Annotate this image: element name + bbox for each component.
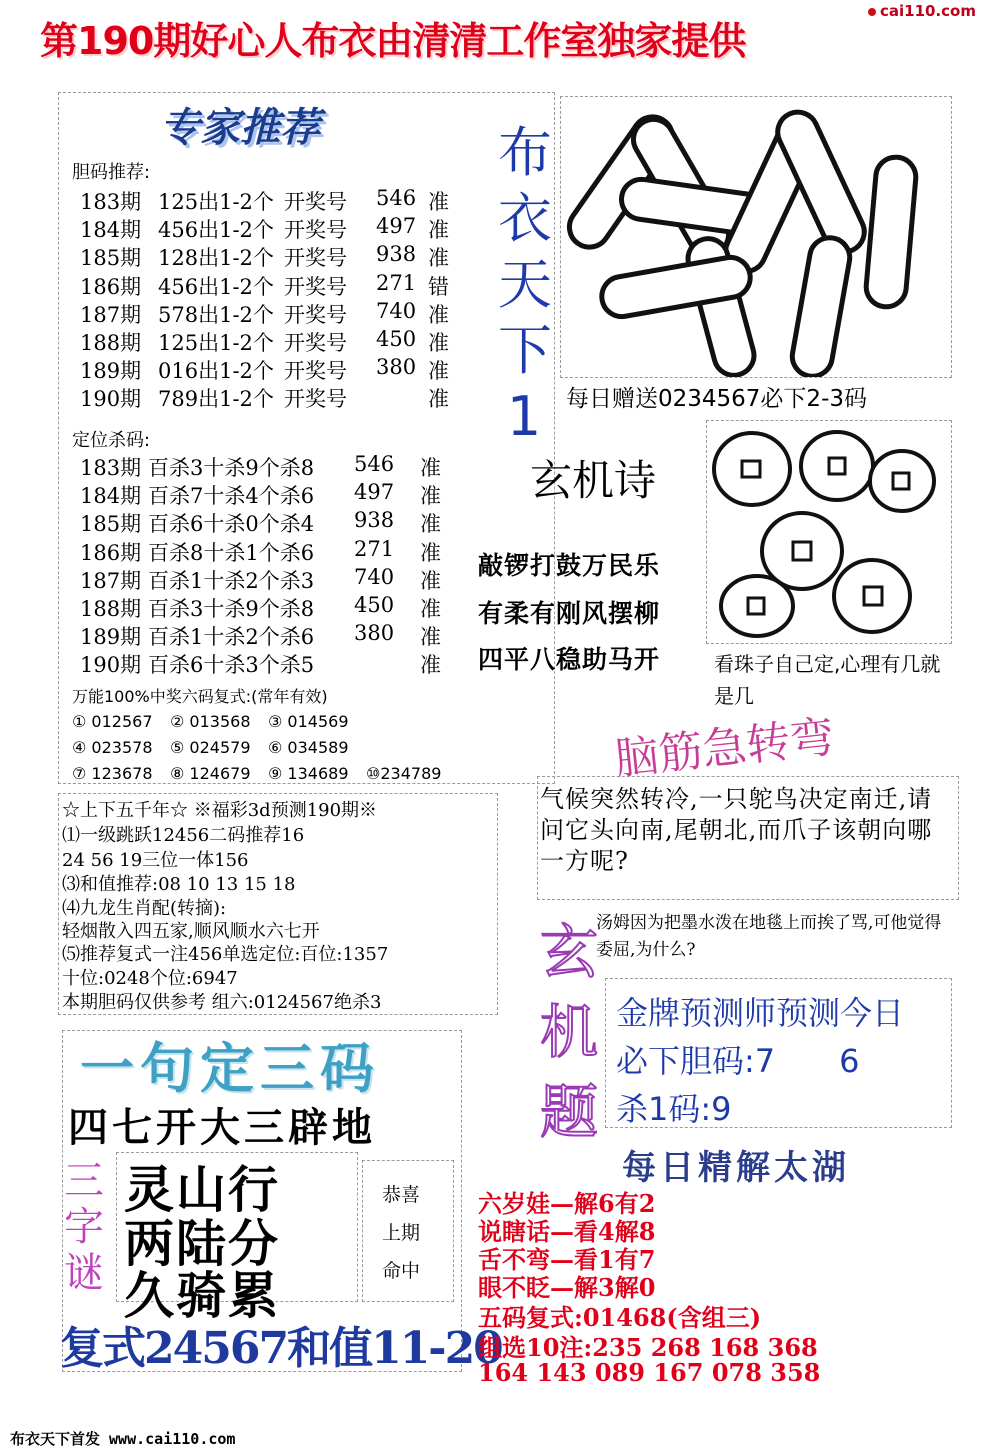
daily-line: 舌不弯—看1有7: [478, 1245, 656, 1274]
dan-draw: 271: [376, 270, 417, 295]
dan-result: 错: [428, 274, 449, 299]
gold-line: 必下胆码:7 6: [616, 1042, 860, 1080]
dan-result: 准: [428, 387, 449, 412]
kill-period: 187期: [80, 568, 142, 593]
site-tag[interactable]: cai110.com: [880, 2, 976, 20]
xuanji-title: 玄机诗: [530, 456, 657, 505]
dan-draw_label: 开奖号: [284, 359, 347, 384]
info-line: 十位:0248个位:6947: [62, 968, 238, 989]
kill-pick: 百杀8十杀1个杀6: [148, 540, 315, 565]
riddle-line: 两陆分: [124, 1214, 280, 1273]
dan-result: 准: [428, 218, 449, 243]
dan-pick: 125出1-2个: [158, 190, 274, 214]
info-line: 本期胆码仅供参考 组六:0124567绝杀3: [62, 992, 382, 1013]
kill-period: 185期: [80, 512, 142, 537]
dan-period: 184期: [80, 218, 142, 243]
congrats-line: 恭喜: [382, 1184, 421, 1206]
dan-draw: 938: [376, 242, 417, 267]
dan-pick: 125出1-2个: [158, 331, 274, 355]
six-code-row: [72, 764, 464, 783]
fushi-banner: 复式24567和值11-20: [60, 1323, 502, 1374]
dan-draw_label: 开奖号: [284, 331, 347, 355]
kill-pick: 百杀6十杀3个杀5: [148, 653, 315, 678]
dan-pick: 578出1-2个: [158, 302, 274, 327]
six-code: ⑨ 134689: [268, 764, 349, 783]
xuanji-ti-question: 汤姆因为把墨水泼在地毯上而挨了骂,可他觉得委屈,为什么?: [596, 913, 942, 960]
dan-draw_label: 开奖号: [284, 190, 347, 214]
kill-period: 184期: [80, 484, 142, 509]
kill-result: 准: [420, 653, 441, 678]
dan-draw: 450: [376, 327, 417, 351]
dan-period: 187期: [80, 302, 142, 327]
kill-draw: 546: [354, 452, 395, 476]
six-code-row: [72, 712, 366, 731]
dan-period: 188期: [80, 331, 142, 355]
yiju-title: 一句定三码: [80, 1037, 380, 1100]
brain-teaser-title: 脑筋急转弯: [612, 711, 837, 786]
kill-draw: 380: [354, 621, 395, 646]
kill-period: 190期: [80, 653, 142, 678]
dan-pick: 016出1-2个: [158, 359, 274, 384]
gold-line: 杀1码:9: [616, 1090, 732, 1128]
buyi-title: [498, 120, 550, 450]
xuanji-ti-char: 题: [540, 1078, 599, 1146]
kill-label: 定位杀码:: [72, 430, 151, 451]
buyi-caption: 每日赠送0234567必下2-3码: [566, 386, 867, 412]
xuanji-ti-char: 机: [540, 998, 599, 1066]
gold-line: 金牌预测师预测今日: [616, 994, 905, 1032]
yiju-poem: 四七开大三辟地: [68, 1105, 376, 1151]
daily-line: 眼不眨—解3解0: [478, 1273, 656, 1302]
kill-draw: 740: [354, 564, 395, 589]
poem-line: 四平八稳助马开: [478, 645, 661, 674]
expert-heading: 专家推荐: [160, 105, 320, 151]
six-code: ⑦ 123678: [72, 764, 153, 783]
six-code-title: 万能100%中奖六码复式:(常年有效): [72, 687, 328, 706]
dan-draw: 380: [376, 355, 417, 380]
info-line: ⑶和值推荐:08 10 13 15 18: [62, 874, 296, 895]
congrats-line: 命中: [382, 1260, 421, 1282]
dan-pick: 128出1-2个: [158, 246, 274, 271]
dan-draw: 740: [376, 298, 417, 323]
kill-period: 189期: [80, 625, 142, 650]
congrats-line: 上期: [382, 1222, 421, 1244]
grain-pattern-icon: [561, 97, 951, 377]
info-line: ⑴一级跳跃12456二码推荐16: [62, 825, 305, 846]
six-code: ⑧ 124679: [170, 764, 251, 783]
dan-draw: 497: [376, 214, 417, 239]
dan-result: 准: [428, 302, 449, 327]
buyi-title-char: 下: [498, 319, 552, 382]
brain-teaser-question: 气候突然转冷,一只鸵鸟决定南迁,请问它头向南,尾朝北,而爪子该朝向哪一方呢?: [540, 785, 933, 875]
info-line: 24 56 19三位一体156: [62, 850, 249, 871]
riddle-line: 灵山行: [124, 1160, 280, 1219]
dan-draw_label: 开奖号: [284, 218, 347, 243]
daily-line: 组选10注:235 268 168 368: [478, 1333, 818, 1362]
kill-pick: 百杀6十杀0个杀4: [148, 512, 315, 537]
kill-draw: 497: [354, 480, 395, 505]
kill-result: 准: [420, 456, 441, 480]
info-line: ☆上下五千年☆ ※福彩3d预测190期※: [62, 800, 378, 821]
page-title: 第190期好心人布衣由清清工作室独家提供: [40, 19, 746, 63]
dan-pick: 456出1-2个: [158, 218, 274, 243]
dan-result: 准: [428, 190, 449, 214]
poem-line: 有柔有刚风摆柳: [478, 599, 661, 628]
six-code: ① 012567: [72, 712, 153, 731]
dan-period: 185期: [80, 246, 142, 271]
coin-figure: [706, 420, 952, 644]
dan-period: 190期: [80, 387, 142, 412]
dan-draw_label: 开奖号: [284, 302, 347, 327]
dan-pick: 456出1-2个: [158, 274, 274, 299]
six-code: ④ 023578: [72, 738, 153, 757]
coin-caption: 看珠子自己定,心理有几就是几: [714, 652, 941, 708]
kill-result: 准: [420, 625, 441, 650]
kill-result: 准: [420, 568, 441, 593]
dan-draw_label: 开奖号: [284, 246, 347, 271]
kill-result: 准: [420, 540, 441, 565]
dan-period: 186期: [80, 274, 142, 299]
buyi-title-char: 衣: [498, 187, 552, 250]
riddle-line: 久骑累: [124, 1266, 280, 1325]
xuanji-ti-char: 玄: [540, 918, 599, 986]
kill-draw: 271: [354, 536, 395, 561]
daily-line: 五码复式:01468(含组三): [478, 1303, 762, 1332]
dan-period: 183期: [80, 190, 142, 214]
dan-draw: 546: [376, 186, 417, 210]
dan-draw_label: 开奖号: [284, 387, 347, 412]
buyi-title-char: 布: [498, 121, 552, 184]
kill-result: 准: [420, 597, 441, 621]
info-line: 轻烟散入四五家,顺风顺水六七开: [62, 921, 320, 942]
kill-pick: 百杀3十杀9个杀8: [148, 597, 315, 621]
buyi-figure: [560, 96, 952, 378]
kill-period: 188期: [80, 597, 142, 621]
kill-period: 183期: [80, 456, 142, 480]
dan-draw_label: 开奖号: [284, 274, 347, 299]
dan-pick: 789出1-2个: [158, 387, 274, 412]
dan-result: 准: [428, 359, 449, 384]
footer: 布衣天下首发 www.cai110.com: [10, 1430, 236, 1448]
info-line: ⑷九龙生肖配(转摘):: [62, 898, 227, 919]
kill-draw: 938: [354, 508, 395, 533]
daily-line: 六岁娃—解6有2: [478, 1189, 656, 1218]
kill-draw: 450: [354, 593, 395, 617]
coin-pattern-icon: [707, 421, 951, 643]
dan-label: 胆码推荐:: [72, 162, 151, 183]
six-code: ⑩234789: [366, 764, 442, 783]
kill-pick: 百杀3十杀9个杀8: [148, 456, 315, 480]
daily-line: 说瞎话—看4解8: [478, 1217, 656, 1246]
kill-pick: 百杀1十杀2个杀3: [148, 568, 315, 593]
dan-result: 准: [428, 246, 449, 271]
dan-result: 准: [428, 331, 449, 355]
dan-period: 189期: [80, 359, 142, 384]
six-code: ③ 014569: [268, 712, 349, 731]
buyi-title-char: 1: [506, 385, 542, 448]
kill-result: 准: [420, 484, 441, 509]
info-line: ⑸推荐复式一注456单选定位:百位:1357: [62, 944, 389, 965]
daily-title: 每日精解太湖: [622, 1148, 850, 1188]
kill-pick: 百杀7十杀4个杀6: [148, 484, 315, 509]
poem-line: 敲锣打鼓万民乐: [478, 551, 661, 580]
six-code: ⑤ 024579: [170, 738, 251, 757]
six-code-row: [72, 738, 366, 757]
six-code: ⑥ 034589: [268, 738, 349, 757]
daily-line: 164 143 089 167 078 358: [478, 1358, 821, 1387]
kill-pick: 百杀1十杀2个杀6: [148, 625, 315, 650]
kill-period: 186期: [80, 540, 142, 565]
sanzi-label: 三字谜: [64, 1158, 104, 1296]
kill-result: 准: [420, 512, 441, 537]
xuanji-ti-label: [540, 912, 599, 1152]
six-code: ② 013568: [170, 712, 251, 731]
buyi-title-char: 天: [498, 253, 552, 316]
